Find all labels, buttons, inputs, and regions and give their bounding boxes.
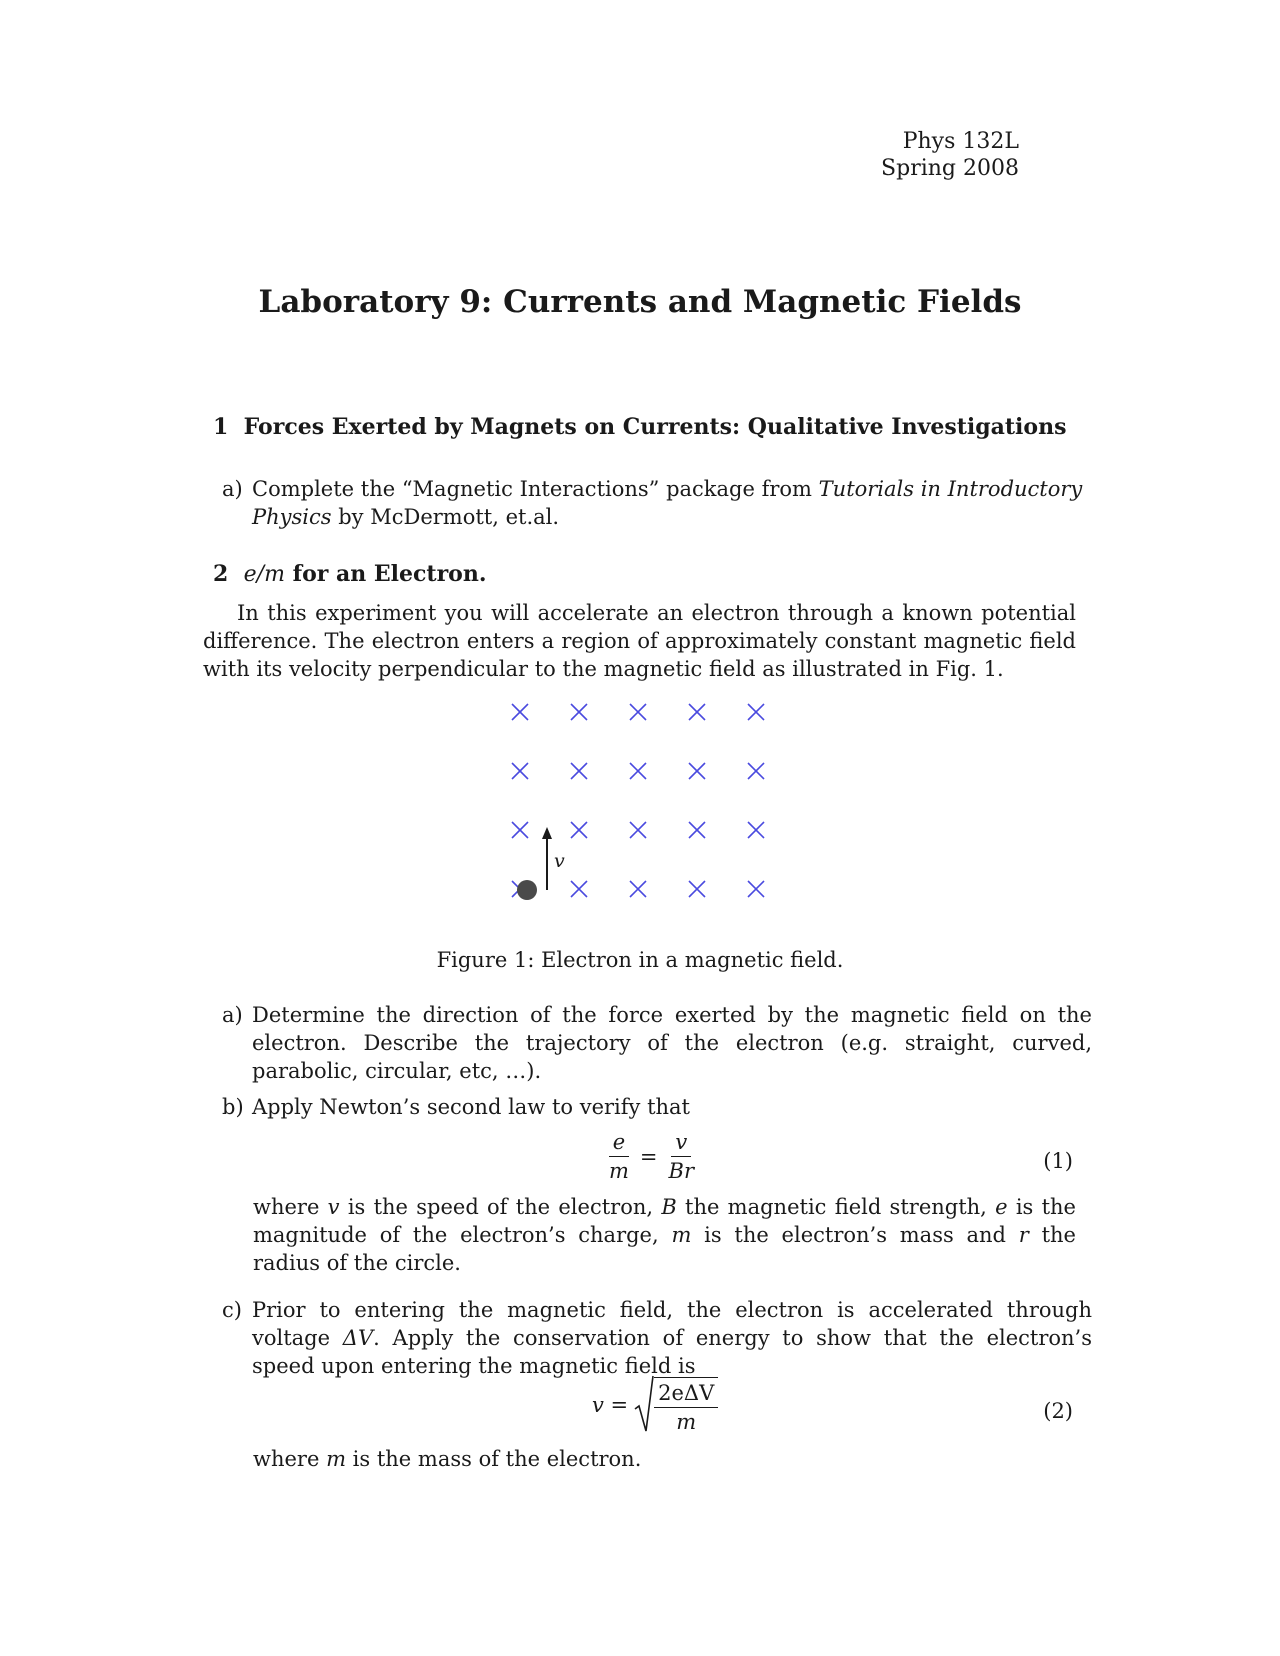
item-c (222, 1296, 1092, 1380)
field-x-mark (630, 822, 646, 838)
field-x-mark (630, 763, 646, 779)
item-b-explanation: where v is the speed of the electron, B the magnetic field strength, e is the magnitude of the electron’s charge, m is the electron’s mass and r the radius of the circle. (253, 1195, 1076, 1275)
course-name: Phys 132L (902, 129, 1019, 154)
field-x-mark (630, 704, 646, 720)
item-a (222, 1001, 1092, 1085)
equals-sign: = (639, 1144, 658, 1169)
page-title: Laboratory 9: Currents and Magnetic Fields (258, 284, 1022, 320)
section-2-heading (213, 561, 487, 587)
section-1-number: 1 (213, 414, 229, 440)
magnetic-field-grid (512, 704, 764, 897)
item-text: Apply Newton’s second law to verify that (252, 1095, 690, 1119)
sqrt-radicand: $\frac{\text{2eΔV}}{m}$ (654, 1377, 718, 1434)
item-b (222, 1093, 1092, 1121)
field-x-mark (571, 822, 587, 838)
field-x-mark (512, 704, 528, 720)
equation-2-number: (2) (1043, 1399, 1073, 1423)
field-x-mark (748, 822, 764, 838)
equation-2 (592, 1375, 718, 1435)
electron-dot (517, 880, 537, 900)
item-label: b) (222, 1095, 244, 1119)
item-label: c) (222, 1298, 242, 1322)
figure-caption: Figure 1: Electron in a magnetic field. (436, 948, 844, 972)
item-label: a) (222, 1003, 243, 1027)
field-x-mark (630, 881, 646, 897)
equation-1 (605, 1130, 698, 1183)
section-2-math: e/m (243, 562, 285, 587)
field-x-mark (689, 822, 705, 838)
field-x-mark (748, 704, 764, 720)
item-text: Complete the “Magnetic Interactions” package from Tutorials in Introductory Physics by McDermott, et.al. (252, 477, 1083, 529)
section-2-intro: In this experiment you will accelerate an electron through a known potential difference. The electron enters a region of approximately constant magnetic field with its velocity perpendicular to the magnetic field as illustrated in Fig. 1. (203, 601, 1076, 681)
field-x-mark (689, 881, 705, 897)
book-title: Tutorials in Introductory Physics (252, 477, 1083, 529)
item-c-explanation: where m is the mass of the electron. (253, 1447, 642, 1471)
equation-2-lhs: v = (592, 1393, 629, 1417)
field-x-mark (571, 881, 587, 897)
item-text: Determine the direction of the force exerted by the magnetic field on the electron. Describe the trajectory of the electron (e.g. straight, curved, parabolic, circular, etc, …). (252, 1003, 1092, 1083)
velocity-arrow-head (542, 827, 552, 839)
section-2-title: for an Electron. (292, 561, 487, 587)
field-x-mark (748, 881, 764, 897)
field-x-mark (512, 763, 528, 779)
fraction-v-over-br: $\frac{v}{Br}$ (668, 1130, 695, 1183)
section-1-title: Forces Exerted by Magnets on Currents: Qualitative Investigations (243, 414, 1067, 440)
section-2-number: 2 (213, 561, 229, 587)
course-header (881, 128, 1019, 182)
field-x-mark (571, 704, 587, 720)
item-label: a) (222, 477, 243, 501)
item-text: Prior to entering the magnetic field, the electron is accelerated through voltage ΔV. Apply the conservation of energy to show that the electron’s speed upon entering the magnetic field is (252, 1298, 1092, 1378)
sqrt-icon (634, 1375, 654, 1435)
field-x-mark (689, 763, 705, 779)
section-1-item-a (222, 475, 1092, 531)
course-term: Spring 2008 (881, 156, 1019, 181)
field-x-mark (748, 763, 764, 779)
equation-1-number: (1) (1043, 1149, 1073, 1173)
electron-field-figure (490, 690, 780, 920)
section-1-heading (213, 414, 1066, 440)
field-x-mark (571, 763, 587, 779)
field-x-mark (689, 704, 705, 720)
fraction-e-over-m: $\frac{e}{m}$ (609, 1130, 629, 1183)
field-x-mark (512, 822, 528, 838)
velocity-label: v (554, 850, 565, 872)
